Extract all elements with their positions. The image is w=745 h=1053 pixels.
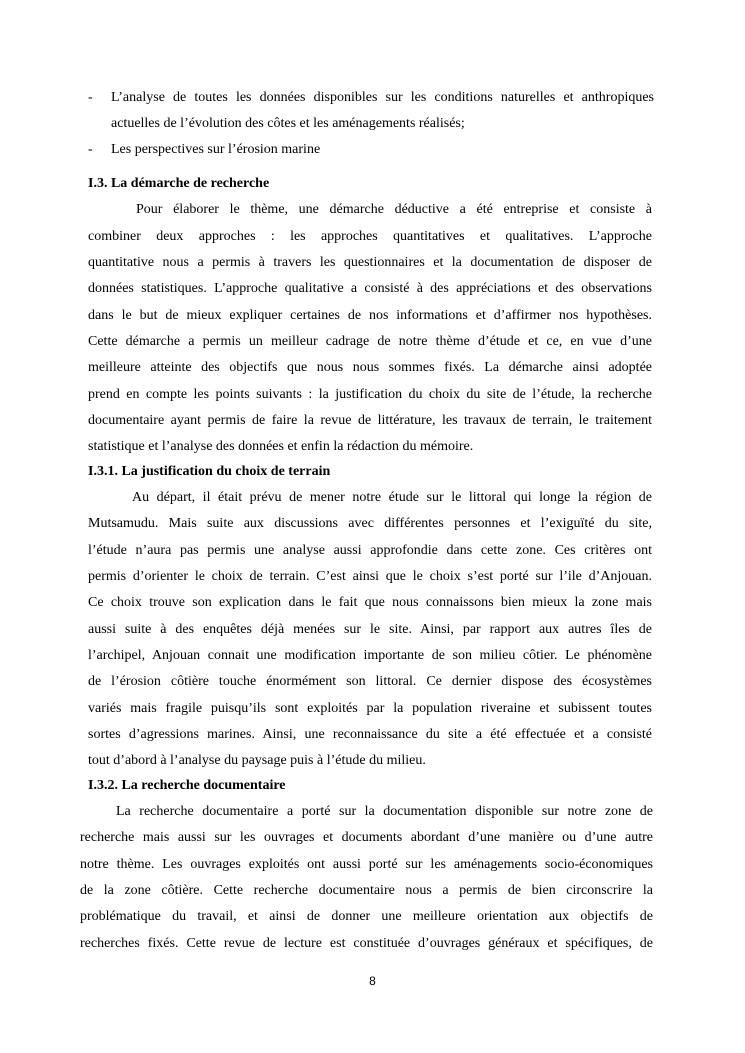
paragraph-line: documentaire ayant permis de faire la revue de littérature, les travaux de terrain, le traitement <box>88 413 652 428</box>
paragraph-line: dans le but de mieux expliquer certaines de nos informations et d’affirmer nos hypothèses. <box>88 308 652 323</box>
paragraph-line: Mutsamudu. Mais suite aux discussions avec différentes personnes et l’exiguïté du site, <box>88 516 652 531</box>
paragraph-line: notre thème. Les ouvrages exploités ont aussi porté sur les aménagements socio-économiques <box>80 857 653 872</box>
bullet-line: L’analyse de toutes les données disponibles sur les conditions naturelles et anthropiques <box>111 90 654 105</box>
paragraph-line: combiner deux approches : les approches quantitatives et qualitatives. L’approche <box>88 229 652 244</box>
paragraph-line: quantitative nous a permis à travers les questionnaires et la documentation de disposer de <box>88 255 652 270</box>
paragraph-line: de l’érosion côtière touche énormément son littoral. Ce dernier dispose des écosystèmes <box>88 674 652 689</box>
section-heading: I.3.1. La justification du choix de terrain <box>88 464 331 479</box>
paragraph-line: Ce choix trouve son explication dans le fait que nous connaissons bien mieux la zone mais <box>88 595 652 610</box>
bullet-line: actuelles de l’évolution des côtes et les aménagements réalisés; <box>111 116 465 131</box>
paragraph-line: recherche mais aussi sur les ouvrages et documents abordant d’une manière ou d’une autre <box>80 830 653 845</box>
paragraph-line: sortes d’agressions marines. Ainsi, une reconnaissance du site a été effectuée et a consisté <box>88 727 652 742</box>
section-heading: I.3. La démarche de recherche <box>88 176 270 191</box>
paragraph-line: Cette démarche a permis un meilleur cadrage de notre thème d’étude et ce, en vue d’une <box>88 334 652 349</box>
paragraph-line: statistique et l’analyse des données et enfin la rédaction du mémoire. <box>88 439 474 454</box>
paragraph-line: permis d’orienter le choix de terrain. C’est ainsi que le choix s’est porté sur l’ile d’Anjouan. <box>88 569 652 584</box>
paragraph-line: Au départ, il était prévu de mener notre étude sur le littoral qui longe la région de <box>132 490 652 505</box>
paragraph-line: variés mais fragile puisqu’ils sont exploités par la population riveraine et subissent toutes <box>88 701 652 716</box>
paragraph-line: données statistiques. L’approche qualitative a consisté à des appréciations et des observations <box>88 281 652 296</box>
paragraph-line: l’étude n’aura pas permis une analyse aussi approfondie dans cette zone. Ces critères ont <box>88 543 652 558</box>
bullet-marker: - <box>88 142 93 157</box>
paragraph-line: recherches fixés. Cette revue de lecture est constituée d’ouvrages généraux et spécifiques, de <box>80 936 653 951</box>
paragraph-line: tout d’abord à l’analyse du paysage puis à l’étude du milieu. <box>88 753 426 768</box>
paragraph-line: prend en compte les points suivants : la justification du choix du site de l’étude, la recherche <box>88 387 652 402</box>
paragraph-line: l’archipel, Anjouan connait une modification importante de son milieu côtier. Le phénomène <box>88 648 652 663</box>
bullet-line: Les perspectives sur l’érosion marine <box>111 142 321 157</box>
paragraph-line: problématique du travail, et ainsi de donner une meilleure orientation aux objectifs de <box>80 909 653 924</box>
section-heading: I.3.2. La recherche documentaire <box>88 778 286 793</box>
paragraph-line: aussi suite à des enquêtes déjà menées sur le site. Ainsi, par rapport aux autres îles de <box>88 622 652 637</box>
page-number: 8 <box>369 974 376 988</box>
paragraph-line: La recherche documentaire a porté sur la documentation disponible sur notre zone de <box>116 804 653 819</box>
paragraph-line: de la zone côtière. Cette recherche documentaire nous a permis de bien circonscrire la <box>80 883 653 898</box>
bullet-marker: - <box>88 90 93 105</box>
paragraph-line: meilleure atteinte des objectifs que nous nous sommes fixés. La démarche ainsi adoptée <box>88 360 652 375</box>
paragraph-line: Pour élaborer le thème, une démarche déductive a été entreprise et consiste à <box>136 202 652 217</box>
